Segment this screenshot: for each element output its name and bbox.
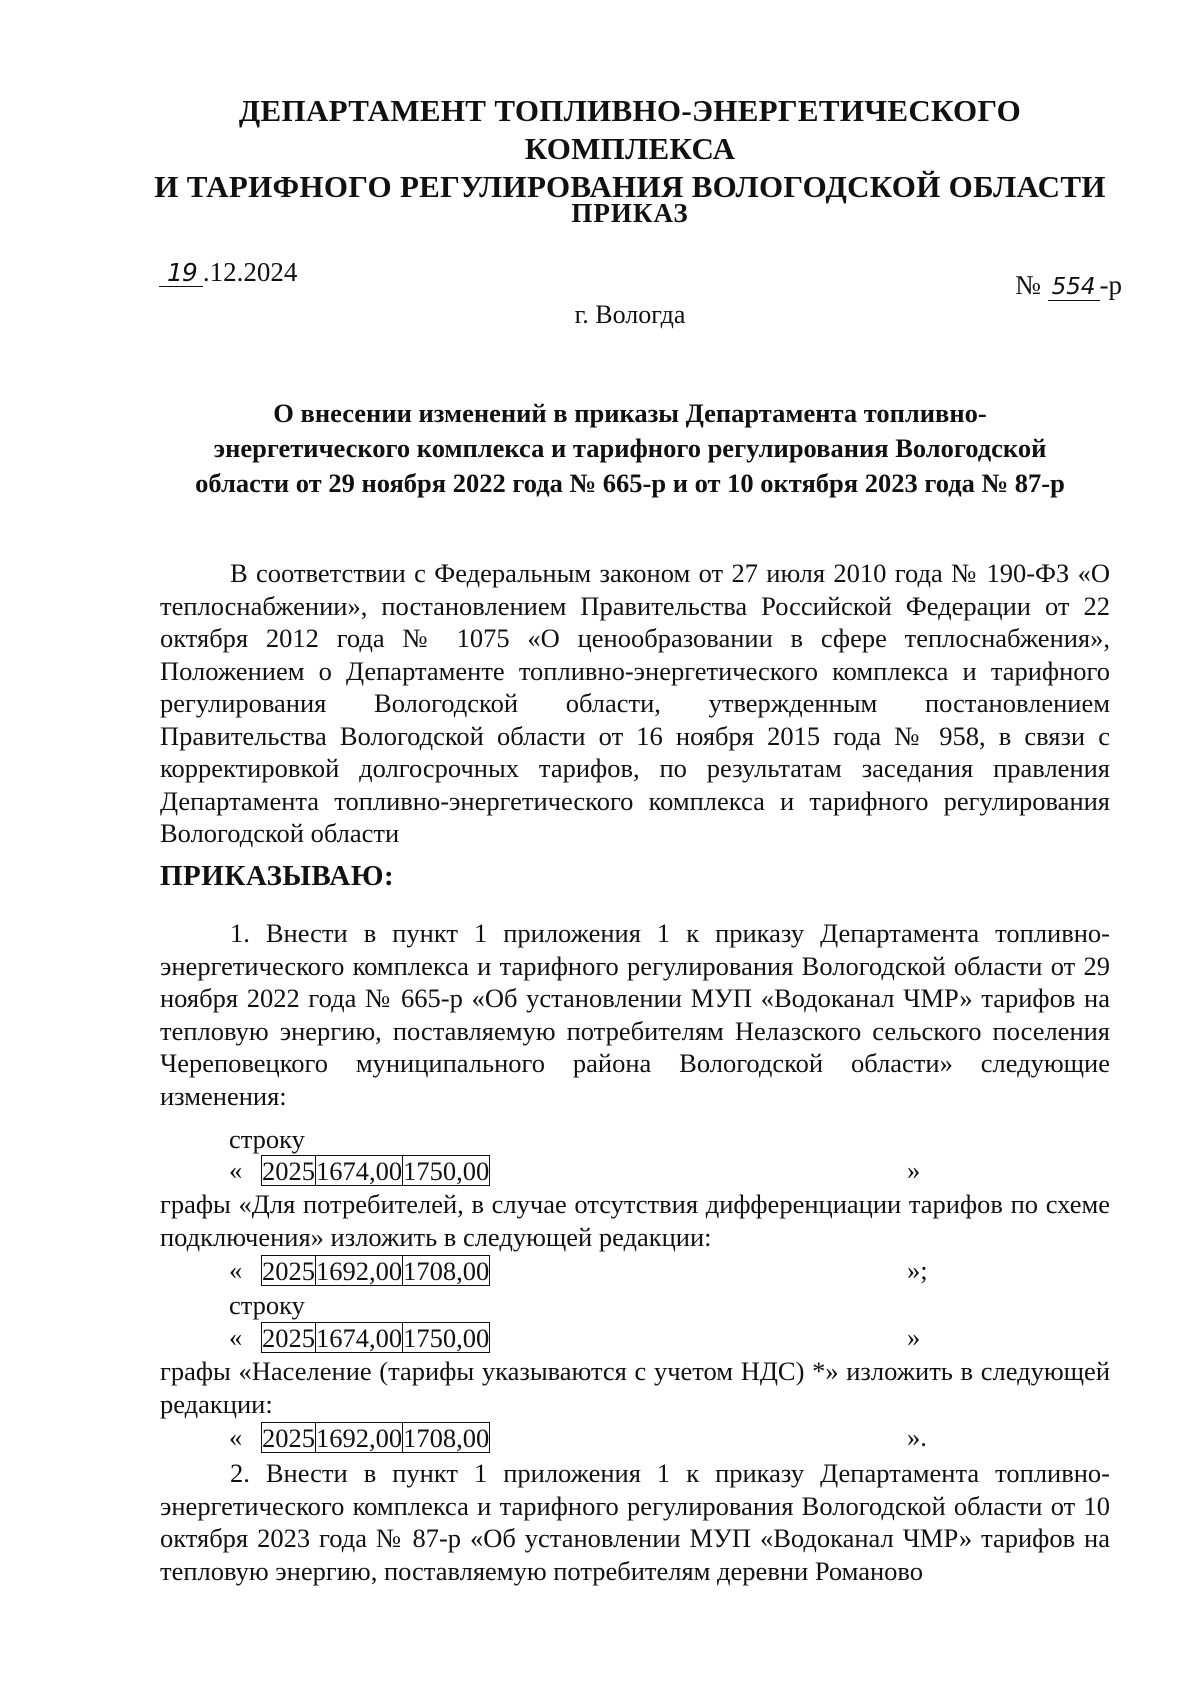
value-cell-2: 1750,00: [403, 1155, 490, 1186]
value-cell-1: 1674,00: [316, 1322, 403, 1353]
date-day-handwritten: 19: [159, 260, 203, 287]
value-cell-2: 1750,00: [403, 1322, 490, 1353]
item-2-block: [160, 1457, 1110, 1587]
open-quote: «: [229, 1255, 243, 1285]
preamble-block: [160, 557, 1110, 850]
open-quote: «: [229, 1322, 243, 1352]
year-cell: 2025: [262, 1322, 315, 1353]
value-cell-1: 1692,00: [316, 1255, 403, 1286]
close-quote: »: [907, 1322, 921, 1352]
text-b-paragraph: графы «Население (тарифы указываются с учетом НДС) *» изложить в следующей редакции:: [160, 1356, 1110, 1419]
date-rest: .12.2024: [202, 257, 298, 287]
row-label-2: строку: [229, 1290, 305, 1320]
document-date: [159, 257, 297, 288]
issuer-header: [150, 92, 1110, 206]
year-cell: 2025: [262, 1422, 315, 1453]
city: г. Вологда: [574, 300, 686, 329]
issuer-line-1: ДЕПАРТАМЕНТ ТОПЛИВНО-ЭНЕРГЕТИЧЕСКОГО КОМПЛЕКСА: [238, 93, 1022, 166]
open-quote: «: [229, 1155, 243, 1185]
tariff-table-4: [261, 1422, 490, 1453]
year-cell: 2025: [262, 1255, 315, 1286]
document-title: [150, 396, 1110, 501]
value-cell-2: 1708,00: [403, 1422, 490, 1453]
issuer-line-2: И ТАРИФНОГО РЕГУЛИРОВАНИЯ ВОЛОГОДСКОЙ ОБЛАСТИ: [154, 169, 1106, 204]
number-handwritten: 554: [1048, 274, 1100, 301]
text-a-block: [160, 1188, 1110, 1253]
text-b-block: [160, 1355, 1110, 1420]
open-quote: «: [229, 1422, 243, 1452]
tariff-table-1: [261, 1155, 490, 1186]
title-line-3: области от 29 ноября 2022 года № 665-р и от 10 октября 2023 года № 87-р: [195, 468, 1065, 498]
document-type: ПРИКАЗ: [571, 198, 689, 228]
close-quote: »;: [907, 1255, 928, 1285]
tariff-table-2: [261, 1255, 490, 1286]
text-a-paragraph: графы «Для потребителей, в случае отсутствия дифференциации тарифов по схеме подключения» изложить в следующей редакции:: [160, 1189, 1110, 1252]
item-2-paragraph: 2. Внести в пункт 1 приложения 1 к приказу Департамента топливно-энергетического комплекса и тарифного регулирования Вологодской области от 10 октября 2023 года № 87-р «Об установлении МУП «Водоканал ЧМР» тарифов на тепловую энергию, поставляемую потребителям деревни Романово: [160, 1458, 1110, 1586]
year-cell: 2025: [262, 1155, 315, 1186]
title-line-1: О внесении изменений в приказы Департамента топливно-: [273, 398, 987, 428]
document-number: [1015, 270, 1122, 301]
tariff-table-3: [261, 1322, 490, 1353]
row-label-1: строку: [229, 1124, 305, 1154]
item-1-block: [160, 917, 1110, 1112]
item-1-paragraph: 1. Внести в пункт 1 приложения 1 к приказу Департамента топливно-энергетического комплекса и тарифного регулирования Вологодской области от 29 ноября 2022 года № 665-р «Об установлении МУП «Водоканал ЧМР» тарифов на тепловую энергию, поставляемую потребителям Нелазского сельского поселения Череповецкого муниципального района Вологодской области» следующие изменения:: [160, 918, 1110, 1111]
value-cell-1: 1692,00: [316, 1422, 403, 1453]
value-cell-1: 1674,00: [316, 1155, 403, 1186]
close-quote: »: [907, 1155, 921, 1185]
preamble-paragraph: В соответствии с Федеральным законом от 27 июля 2010 года № 190-ФЗ «О теплоснабжении», постановлением Правительства Российской Федерации от 22 октября 2012 года № 1075 «О ценообразовании в сфере теплоснабжения», Положением о Департаменте топливно-энергетического комплекса и тарифного регулирования Вологодской области, утвержденным постановлением Правительства Вологодской области от 16 ноября 2015 года № 958, в связи с корректировкой долгосрочных тарифов, по результатам заседания правления Департамента топливно-энергетического комплекса и тарифного регулирования Вологодской области: [160, 558, 1110, 848]
close-quote: ».: [907, 1422, 927, 1452]
value-cell-2: 1708,00: [403, 1255, 490, 1286]
orders-word: ПРИКАЗЫВАЮ:: [160, 860, 395, 892]
title-line-2: энергетического комплекса и тарифного регулирования Вологодской: [213, 433, 1047, 463]
number-suffix: -р: [1099, 270, 1122, 300]
number-prefix: №: [1015, 270, 1041, 300]
